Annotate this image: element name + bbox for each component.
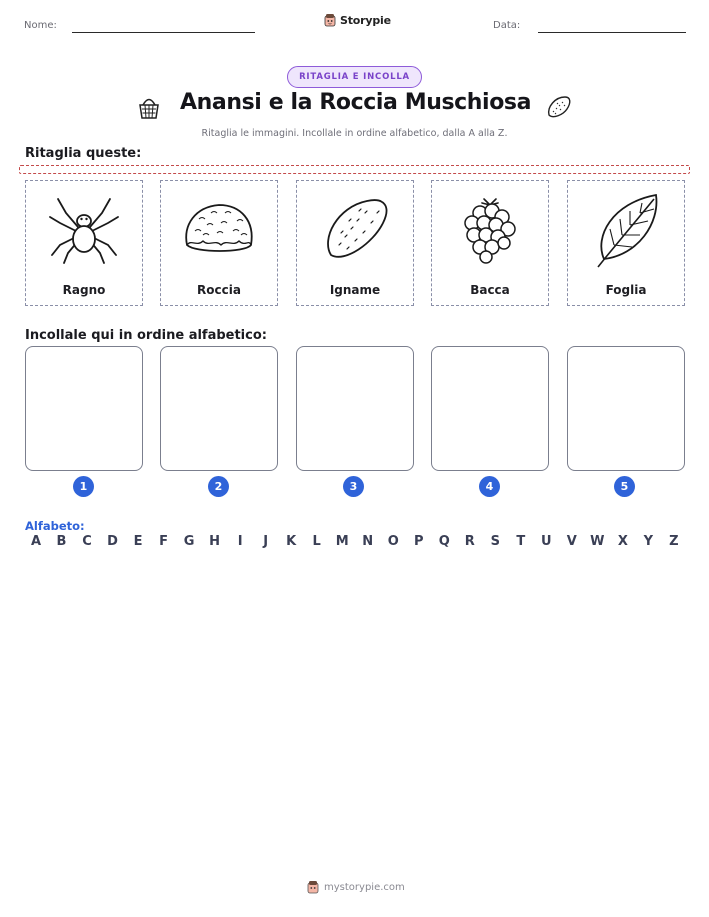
page-title: Anansi e la Roccia Muschiosa xyxy=(180,90,532,115)
rock-icon xyxy=(175,189,263,269)
brand xyxy=(323,13,391,27)
paste-box-3[interactable] xyxy=(296,346,414,471)
alphabet-letter: B xyxy=(56,534,67,549)
date-line xyxy=(538,32,686,33)
alphabet-letter: A xyxy=(30,534,42,549)
basket-icon xyxy=(134,92,164,122)
number-badge-1: 1 xyxy=(73,476,94,497)
number-badge-3: 3 xyxy=(343,476,364,497)
alphabet-letter: U xyxy=(541,534,552,549)
spider-icon xyxy=(40,189,128,269)
card-label: Roccia xyxy=(197,283,241,297)
alphabet-letter: R xyxy=(464,534,475,549)
cut-card-leaf[interactable] xyxy=(567,180,685,306)
berry-icon xyxy=(446,189,534,269)
alphabet-letter: M xyxy=(335,534,349,549)
alphabet-letter: D xyxy=(107,534,118,549)
card-label: Igname xyxy=(329,283,381,297)
alphabet-letter: H xyxy=(209,534,221,549)
storypie-logo-icon xyxy=(323,13,337,27)
cut-card-spider[interactable] xyxy=(25,180,143,306)
alphabet-letter: G xyxy=(183,534,195,549)
paste-box-4[interactable] xyxy=(431,346,549,471)
number-badge-2: 2 xyxy=(208,476,229,497)
footer xyxy=(306,880,405,894)
alphabet-letter: W xyxy=(590,534,605,549)
alphabet-letter: C xyxy=(82,534,92,549)
yam-title-icon xyxy=(545,93,573,121)
alphabet-letter: Q xyxy=(438,534,450,549)
alphabet-letter: Z xyxy=(669,534,679,549)
number-badge-5: 5 xyxy=(614,476,635,497)
alphabet-letter: N xyxy=(362,534,374,549)
paste-heading: Incollale qui in ordine alfabetico: xyxy=(25,328,267,343)
name-line xyxy=(72,32,255,33)
activity-badge: RITAGLIA E INCOLLA xyxy=(287,66,422,88)
date-label: Data: xyxy=(493,20,521,31)
alphabet-letter: V xyxy=(566,534,577,549)
title-row xyxy=(0,90,709,124)
card-label: Ragno xyxy=(62,283,106,297)
alphabet-letter: S xyxy=(490,534,500,549)
alphabet-title: Alfabeto: xyxy=(25,519,85,533)
alphabet-letter: E xyxy=(133,534,143,549)
alphabet-letter: J xyxy=(263,534,269,549)
paste-box-1[interactable] xyxy=(25,346,143,471)
alphabet-letter: X xyxy=(617,534,628,549)
cut-card-rock[interactable] xyxy=(160,180,278,306)
leaf-icon xyxy=(582,189,670,269)
cut-card-yam[interactable] xyxy=(296,180,414,306)
alphabet-row xyxy=(25,534,685,549)
alphabet-letter: O xyxy=(387,534,399,549)
yam-icon xyxy=(311,189,399,269)
paste-box-2[interactable] xyxy=(160,346,278,471)
brand-name: Storypie xyxy=(340,13,391,27)
alphabet-letter: K xyxy=(286,534,297,549)
alphabet-letter: Y xyxy=(643,534,654,549)
cut-card-berry[interactable] xyxy=(431,180,549,306)
alphabet-letter: P xyxy=(413,534,424,549)
number-badge-4: 4 xyxy=(479,476,500,497)
alphabet-letter: T xyxy=(516,534,526,549)
alphabet-letter: F xyxy=(159,534,169,549)
alphabet-letter: I xyxy=(237,534,243,549)
name-label: Nome: xyxy=(24,20,57,31)
cut-line xyxy=(19,165,690,174)
alphabet-letter: L xyxy=(312,534,321,549)
card-label: Foglia xyxy=(605,283,647,297)
instructions: Ritaglia le immagini. Incollale in ordine alfabetico, dalla A alla Z. xyxy=(201,128,508,139)
paste-box-5[interactable] xyxy=(567,346,685,471)
footer-url[interactable]: mystorypie.com xyxy=(324,881,405,893)
cut-heading: Ritaglia queste: xyxy=(25,146,142,161)
card-label: Bacca xyxy=(470,283,510,297)
storypie-logo-icon xyxy=(306,880,320,894)
